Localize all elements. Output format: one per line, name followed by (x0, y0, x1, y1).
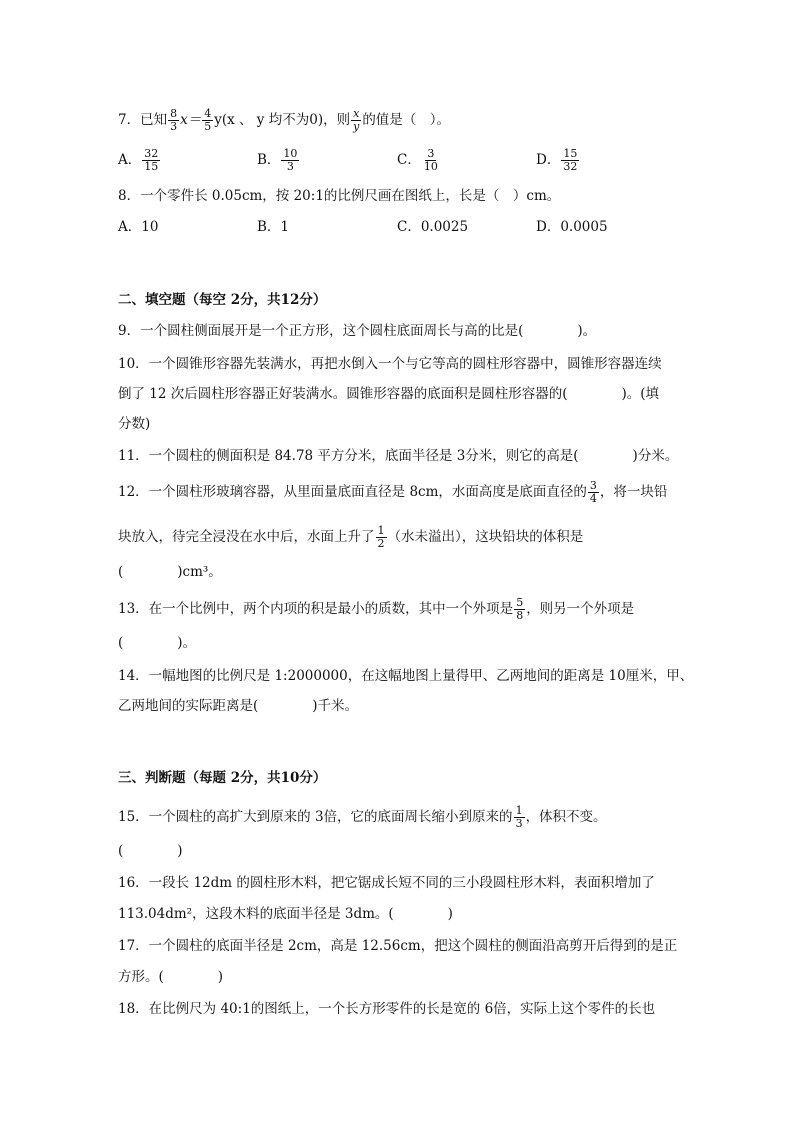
question-9: 9．一个圆柱侧面展开是一个正方形，这个圆柱底面周长与高的比是( )。 (118, 323, 597, 339)
q7-option-b: B． $\frac{10}{3}$ (257, 147, 298, 173)
question-16-line-2: 113.04dm²，这段木料的底面半径是 3dm。( ) (118, 906, 453, 922)
fraction: $\frac{8}{3}$ (170, 107, 178, 133)
question-13-line-2: ( )。 (118, 635, 197, 651)
q7-prefix: 7．已知 (118, 112, 168, 128)
q7-suffix: 的值是（ ）。 (362, 112, 451, 128)
q8-option-d: D．0.0005 (536, 219, 608, 235)
q8-option-c: C．0.0025 (397, 219, 469, 235)
question-15-line-1: 15．一个圆柱的高扩大到原来的 3倍，它的底面周长缩小到原来的 $\frac{1}{3}$ ，体积不变。 (118, 804, 607, 830)
q7-option-d: D． $\frac{15}{32}$ (536, 147, 578, 173)
question-10-line-1: 10．一个圆锥形容器先装满水，再把水倒入一个与它等高的圆柱形容器中，圆锥形容器连续 (118, 356, 662, 372)
question-10-line-3: 分数) (118, 416, 151, 432)
q8-option-b: B．1 (257, 219, 290, 235)
fraction: $\frac{32}{15}$ (144, 147, 159, 173)
q7-option-c: C． $\frac{3}{10}$ (397, 147, 438, 173)
question-7 (118, 108, 450, 133)
question-15-line-2: ( ) (118, 843, 183, 859)
q8-option-a: A．10 (118, 219, 159, 235)
question-13-line-1: 13．在一个比例中，两个内项的积是最小的质数，其中一个外项是 $\frac{5}{8}$ ，则另一个外项是 (118, 596, 635, 622)
question-17-line-2: 方形。( ) (118, 969, 224, 985)
fraction: $\frac{1}{2}$ (377, 524, 385, 550)
fraction: $\frac{5}{8}$ (516, 596, 524, 622)
q7-option-a: A． $\frac{32}{15}$ (118, 147, 159, 173)
question-10-line-2: 倒了 12 次后圆柱形容器正好装满水。圆锥形容器的底面积是圆柱形容器的( )。(填 (118, 386, 660, 402)
fraction: $\frac{3}{4}$ (589, 479, 597, 505)
fraction: $\frac{3}{10}$ (423, 147, 438, 173)
fraction: $\frac{x}{y}$ (353, 107, 360, 133)
q7-mid1: x＝ (180, 112, 202, 128)
fraction: $\frac{15}{32}$ (563, 147, 578, 173)
q7-mid2: y(x 、 y 均不为0)，则 (214, 112, 351, 128)
section-heading: 二、填空题（每空 2分，共12分） (118, 292, 327, 308)
question-11: 11．一个圆柱的侧面积是 84.78 平方分米，底面半径是 3分米，则它的高是( )分米。 (118, 448, 679, 464)
fraction: $\frac{4}{5}$ (204, 107, 212, 133)
section-heading: 三、判断题（每题 2分，共10分） (118, 770, 327, 786)
fraction: $\frac{10}{3}$ (283, 147, 298, 173)
question-12-line-1: 12．一个圆柱形玻璃容器，从里面量底面直径是 8cm，水面高度是底面直径的 $\frac{3}{4}$ ，将一块铅 (118, 479, 668, 505)
question-17-line-1: 17．一个圆柱的底面半径是 2cm，高是 12.56cm，把这个圆柱的侧面沿高剪开后得到的是正 (118, 938, 678, 954)
fraction: $\frac{1}{3}$ (515, 804, 523, 830)
question-18-line-1: 18．在比例尺为 40:1的图纸上，一个长方形零件的长是宽的 6倍，实际上这个零件的长也 (118, 1001, 656, 1017)
question-14-line-2: 乙两地间的实际距离是( )千米。 (118, 698, 359, 714)
question-16-line-1: 16．一段长 12dm 的圆柱形木料，把它锯成长短不同的三小段圆柱形木料，表面积增加了 (118, 875, 655, 891)
question-12-line-2: 块放入，待完全浸没在水中后，水面上升了 $\frac{1}{2}$ （水未溢出），这块铅块的体积是 (118, 524, 584, 550)
question-14-line-1: 14．一幅地图的比例尺是 1:2000000，在这幅地图上量得甲、乙两地间的距离是 10厘米，甲、 (118, 668, 694, 684)
question-12-line-3: ( )cm³。 (118, 564, 222, 580)
question-8: 8．一个零件长 0.05cm，按 20:1的比例尺画在图纸上，长是（ ）cm。 (118, 188, 561, 204)
